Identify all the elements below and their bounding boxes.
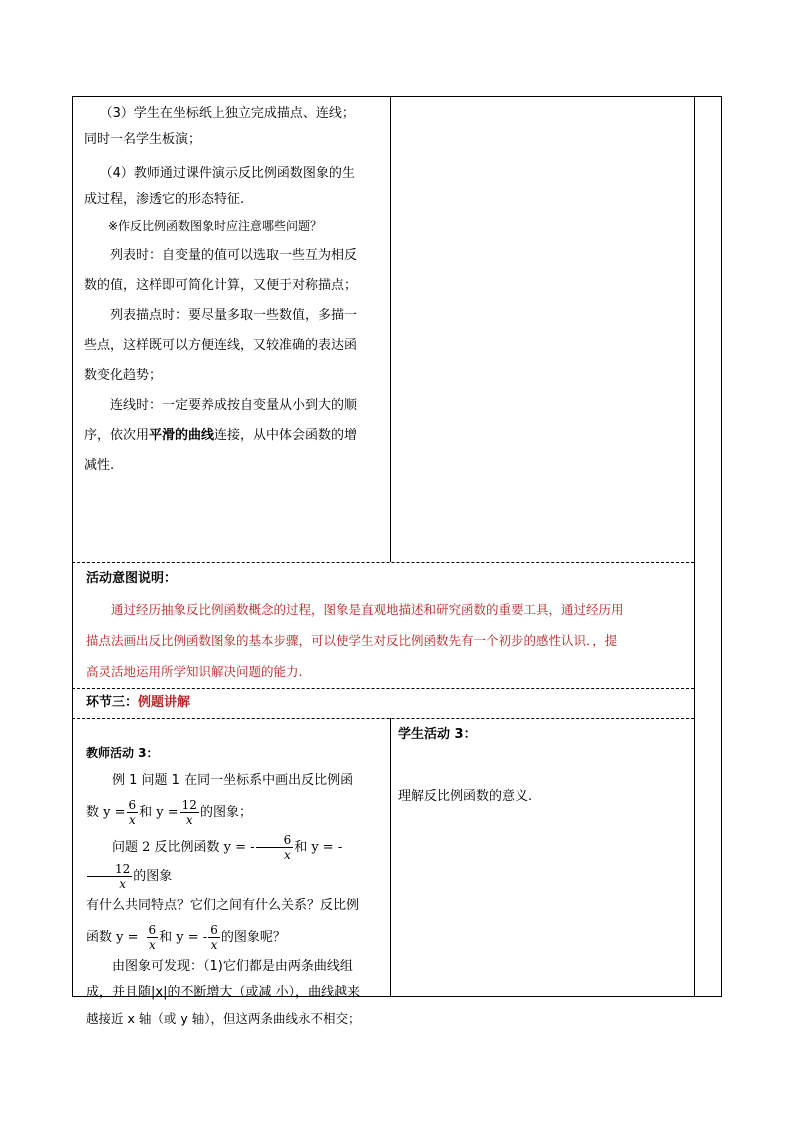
section-label: 环节三： bbox=[86, 695, 139, 710]
text-run: 函数 y = bbox=[86, 930, 139, 945]
fraction: $\frac{12}{x}$ bbox=[181, 798, 197, 827]
divider-3 bbox=[72, 718, 694, 719]
fraction: $\frac{6}{x}$ bbox=[128, 798, 137, 827]
text-run: 问题 2 反比例函数 y = - bbox=[112, 840, 255, 855]
text-line: 列表描点时：要尽量多取一些数值，多描一 bbox=[110, 308, 358, 323]
fraction: $\frac{6}{x}$ bbox=[148, 923, 157, 952]
right-margin-line bbox=[694, 96, 695, 997]
text-line: 同时一名学生板演； bbox=[84, 132, 202, 147]
text-run: 连接，从中体会函数的增 bbox=[214, 428, 358, 443]
text-line bbox=[84, 423, 388, 449]
text-line: 有什么共同特点？它们之间有什么关系？反比例 bbox=[86, 898, 360, 913]
text-line: 越接近 x 轴（或 y 轴），但这两条曲线永不相交； bbox=[86, 1011, 361, 1026]
text-line: （4）教师通过课件演示反比例函数图象的生 bbox=[99, 166, 355, 181]
text-run: 的图象 bbox=[133, 869, 173, 884]
student-title: 学生活动 3： bbox=[398, 727, 477, 742]
formula-line bbox=[86, 798, 388, 827]
intent-cell bbox=[86, 566, 690, 685]
text-line: 数变化趋势； bbox=[84, 368, 163, 383]
text-line: 减性. bbox=[84, 458, 115, 473]
fraction: $\frac{6}{x}$ bbox=[210, 923, 218, 952]
text-run: 和 y = bbox=[139, 805, 179, 820]
upper-left-cell bbox=[84, 101, 388, 479]
text-run: 和 y = - bbox=[294, 840, 343, 855]
intent-line: 通过经历抽象反比例函数概念的过程，图象是直观地描述和研究函数的重要工具，通过经历用 bbox=[111, 602, 624, 617]
text-line: 例 1 问题 1 在同一坐标系中画出反比例函 bbox=[112, 773, 354, 788]
text-run: 和 y = - bbox=[159, 930, 208, 945]
student-cell bbox=[398, 722, 688, 810]
section-title: 例题讲解 bbox=[138, 695, 191, 710]
divider-1 bbox=[72, 562, 694, 563]
text-line: 成过程，渗透它的形态特征. bbox=[84, 192, 245, 207]
text-run: 数 y = bbox=[86, 805, 126, 820]
intent-title: 活动意图说明： bbox=[86, 571, 178, 586]
intent-line: 高灵活地运用所学知识解决问题的能力. bbox=[86, 664, 303, 679]
section-header bbox=[86, 690, 190, 716]
formula-line bbox=[86, 833, 388, 891]
upper-column-divider bbox=[390, 96, 391, 562]
text-line: （3）学生在坐标纸上独立完成描点、连线； bbox=[99, 106, 355, 121]
text-run: 序，依次用 bbox=[84, 428, 150, 443]
teacher-title: 教师活动 3： bbox=[86, 746, 159, 760]
divider-2 bbox=[72, 688, 694, 689]
text-line: 数的值，这样即可简化计算，又便于对称描点； bbox=[84, 278, 358, 293]
formula-line bbox=[86, 923, 388, 952]
lower-column-divider bbox=[390, 718, 391, 997]
intent-line: 描点法画出反比例函数图象的基本步骤，可以使学生对反比例函数先有一个初步的感性认识．，提 bbox=[86, 633, 618, 648]
teacher-cell bbox=[86, 740, 388, 1032]
text-line: 由图象可发现：（1)它们都是由两条曲线组 bbox=[112, 959, 353, 974]
text-line: ※作反比例函数图象时应注意哪些问题？ bbox=[108, 219, 323, 233]
fraction: $\frac{6}{x}$ bbox=[256, 833, 294, 862]
text-run: 的图象； bbox=[199, 805, 252, 820]
text-line: 连线时：一定要养成按自变量从小到大的顺 bbox=[110, 398, 358, 413]
text-run: 的图象呢？ bbox=[220, 930, 286, 945]
text-line: 些点，这样既可以方便连线，又较准确的表达函 bbox=[84, 338, 358, 353]
text-line: 列表时：自变量的值可以选取一些互为相反 bbox=[110, 248, 358, 263]
text-line: 成，并且随|x|的不断增大（或减 小），曲线越来 bbox=[86, 985, 361, 1000]
student-text: 理解反比例函数的意义. bbox=[398, 789, 533, 804]
bold-phrase: 平滑的曲线 bbox=[149, 428, 215, 443]
fraction: $\frac{12}{x}$ bbox=[87, 862, 132, 891]
